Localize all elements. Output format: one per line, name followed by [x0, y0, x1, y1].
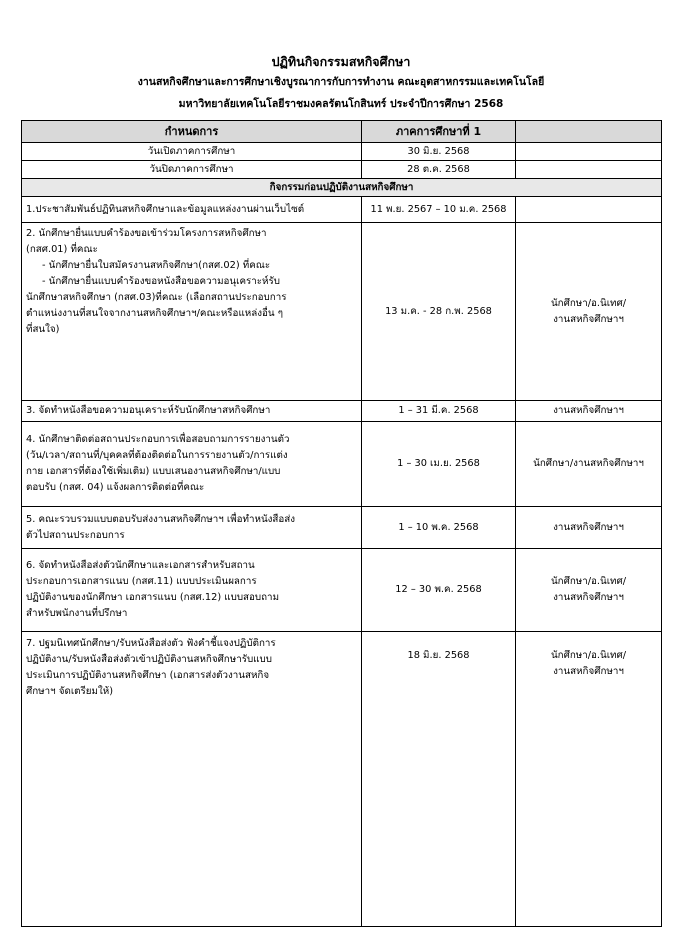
document-subtitle: งานสหกิจศึกษาและการศึกษาเชิงบูรณาการกับการทำงาน คณะอุตสาหกรรมและเทคโนโลยี — [137, 76, 545, 88]
semester-close-date: 28 ต.ค. 2568 — [362, 161, 516, 179]
activity-line: 4. นักศึกษาติดต่อสถานประกอบการเพื่อสอบถามการรายงานตัว — [26, 434, 290, 445]
responsible-line: งานสหกิจศึกษาฯ — [553, 313, 624, 325]
empty-cell — [516, 161, 662, 179]
activity-line: 2. นักศึกษายื่นแบบคำร้องขอเข้าร่วมโครงการสหกิจศึกษา — [26, 228, 267, 239]
date-cell: 11 พ.ย. 2567 – 10 ม.ค. 2568 — [362, 197, 516, 223]
activity-line: ประกอบการเอกสารแนบ (กสศ.11) แบบประเมินผลการ — [26, 576, 257, 587]
section-title: กิจกรรมก่อนปฏิบัติงานสหกิจศึกษา — [22, 179, 662, 197]
empty-cell — [516, 143, 662, 161]
section-row — [22, 179, 662, 197]
responsible-cell — [516, 549, 662, 632]
activity-line: กาย เอกสารที่ต้องใช้เพิ่มเติม) แบบเสนองานสหกิจศึกษา/แบบ — [26, 466, 281, 477]
document-university: มหาวิทยาลัยเทคโนโลยีราชมงคลรัตนโกสินทร์ ประจำปีการศึกษา 2568 — [178, 98, 504, 110]
date-cell: 13 ม.ค. - 28 ก.พ. 2568 — [362, 223, 516, 401]
activity-line: - นักศึกษายื่นแบบคำร้องขอหนังสือขอความอนุเคราะห์รับ — [42, 276, 280, 287]
activity-line: 3. จัดทำหนังสือขอความอนุเคราะห์รับนักศึกษาสหกิจศึกษา — [26, 405, 271, 416]
activity-line: ตอบรับ (กสศ. 04) แจ้งผลการติดต่อที่คณะ — [26, 482, 205, 493]
activity-line: ตำแหน่งงานที่สนใจจากงานสหกิจศึกษาฯ/คณะหรือแหล่งอื่น ๆ — [26, 308, 283, 319]
activity-line: 7. ปฐมนิเทศนักศึกษา/รับหนังสือส่งตัว ฟังคำชี้แจงปฏิบัติการ — [26, 638, 276, 649]
activity-line: - นักศึกษายื่นใบสมัครงานสหกิจศึกษา(กสศ.02) ที่คณะ — [42, 260, 271, 271]
activity-line: ที่สนใจ) — [26, 324, 60, 335]
activity-cell — [22, 401, 362, 422]
table-row — [22, 422, 662, 507]
activity-line: 6. จัดทำหนังสือส่งตัวนักศึกษาและเอกสารสำหรับสถาน — [26, 560, 255, 571]
activity-line: 5. คณะรวบรวมแบบตอบรับส่งงานสหกิจศึกษาฯ เพื่อทำหนังสือส่ง — [26, 513, 296, 525]
table-row — [22, 197, 662, 223]
responsible-cell — [516, 422, 662, 507]
responsible-cell — [516, 632, 662, 927]
responsible-line: นักศึกษา/งานสหกิจศึกษาฯ — [533, 458, 644, 469]
date-cell: 18 มิ.ย. 2568 — [362, 632, 516, 927]
activity-line: ตัวไปสถานประกอบการ — [26, 529, 125, 541]
date-cell: 1 – 10 พ.ค. 2568 — [362, 507, 516, 549]
responsible-line: งานสหกิจศึกษาฯ — [553, 405, 624, 416]
activity-cell — [22, 197, 362, 223]
activity-cell — [22, 507, 362, 549]
table-row — [22, 223, 662, 401]
activity-line: ศึกษาฯ จัดเตรียมให้) — [26, 686, 114, 697]
responsible-cell — [516, 223, 662, 401]
table-header-row — [22, 121, 662, 143]
semester-open-row — [22, 143, 662, 161]
responsible-line: งานสหกิจศึกษาฯ — [553, 666, 624, 677]
semester-open-label: วันเปิดภาคการศึกษา — [22, 143, 362, 161]
date-cell: 1 – 31 มี.ค. 2568 — [362, 401, 516, 422]
activity-line: ประเมินการปฏิบัติงานสหกิจศึกษา (เอกสารส่งตัวงานสหกิจ — [26, 670, 270, 681]
date-cell: 12 – 30 พ.ค. 2568 — [362, 549, 516, 632]
responsible-cell — [516, 197, 662, 223]
responsible-line: นักศึกษา/อ.นิเทศ/ — [550, 650, 627, 661]
table-row — [22, 632, 662, 927]
schedule-header: กำหนดการ — [22, 121, 362, 143]
activity-line: (กสศ.01) ที่คณะ — [26, 244, 98, 255]
document-title: ปฏิทินกิจกรรมสหกิจศึกษา — [271, 54, 411, 69]
activity-cell — [22, 632, 362, 927]
responsible-line: งานสหกิจศึกษาฯ — [553, 592, 624, 603]
responsible-cell — [516, 507, 662, 549]
activity-line: ปฏิบัติงานของนักศึกษา เอกสารแนบ (กสศ.12) แบบสอบถาม — [26, 592, 280, 603]
responsible-line: นักศึกษา/อ.นิเทศ/ — [550, 576, 627, 587]
activity-line: (วัน/เวลา/สถานที่/บุคคลที่ต้องติดต่อในการรายงานตัว/การแต่ง — [26, 450, 288, 461]
table-row — [22, 549, 662, 632]
activity-line: นักศึกษาสหกิจศึกษา (กสศ.03)ที่คณะ (เลือกสถานประกอบการ — [26, 292, 287, 303]
activity-line: ปฏิบัติงาน/รับหนังสือส่งตัวเข้าปฏิบัติงานสหกิจศึกษารับแบบ — [26, 654, 272, 665]
semester-open-date: 30 มิ.ย. 2568 — [362, 143, 516, 161]
activity-cell — [22, 549, 362, 632]
activity-calendar-table — [21, 120, 662, 927]
table-row — [22, 507, 662, 549]
activity-cell — [22, 422, 362, 507]
responsible-line: งานสหกิจศึกษาฯ — [553, 521, 624, 533]
table-row — [22, 401, 662, 422]
date-cell: 1 – 30 เม.ย. 2568 — [362, 422, 516, 507]
responsible-cell — [516, 401, 662, 422]
semester-close-row — [22, 161, 662, 179]
activity-line: สำหรับพนักงานที่ปรึกษา — [26, 608, 128, 619]
activity-line: 1.ประชาสัมพันธ์ปฏิทินสหกิจศึกษาและข้อมูลแหล่งงานผ่านเว็บไซต์ — [26, 203, 305, 215]
activity-cell — [22, 223, 362, 401]
semester-close-label: วันปิดภาคการศึกษา — [22, 161, 362, 179]
semester-header: ภาคการศึกษาที่ 1 — [362, 121, 516, 143]
responsible-line: นักศึกษา/อ.นิเทศ/ — [550, 297, 627, 309]
responsible-header — [516, 121, 662, 143]
